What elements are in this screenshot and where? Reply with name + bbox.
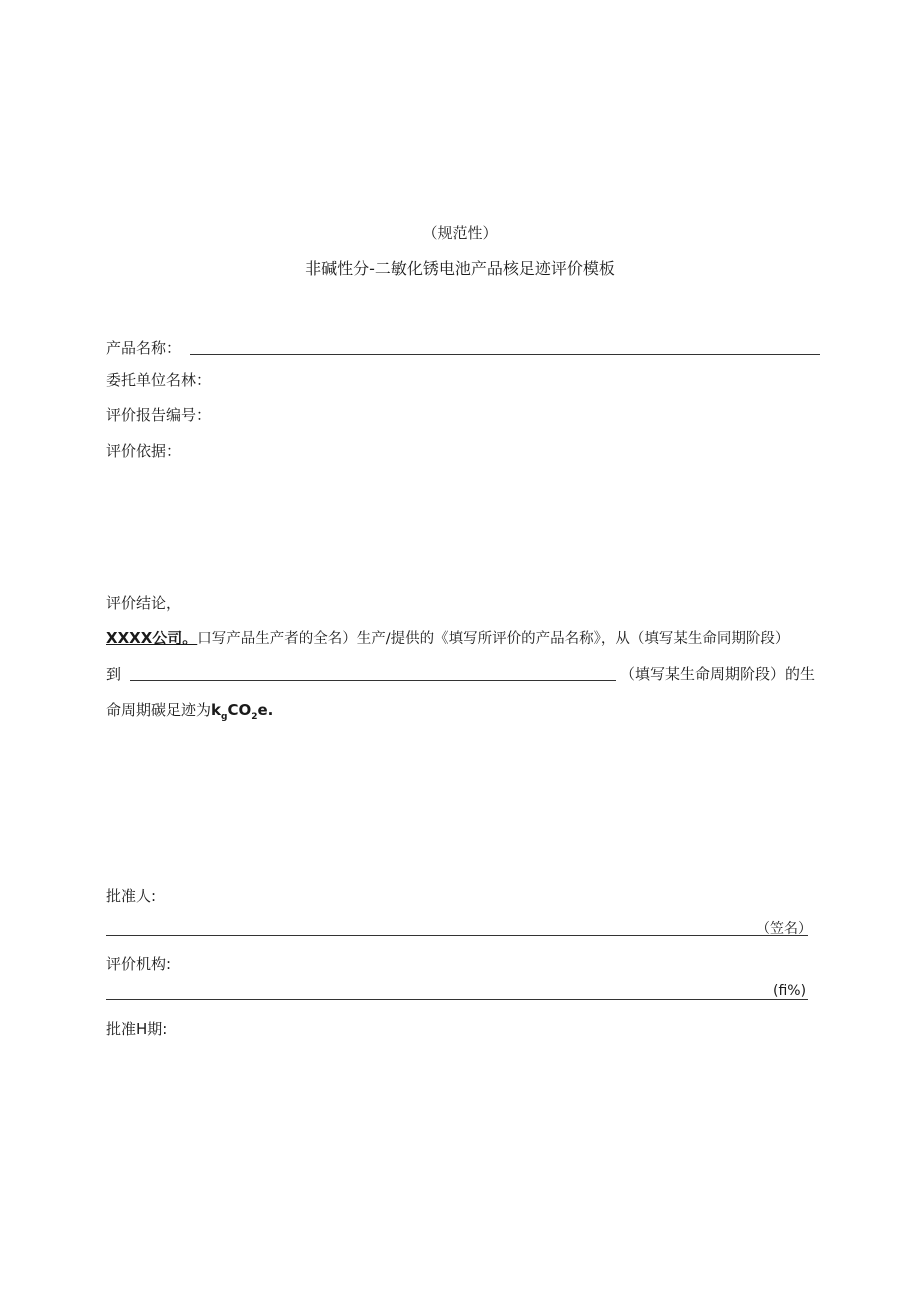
product-name-underline: [190, 354, 820, 355]
approver-signature-line: [106, 935, 808, 936]
organization-seal-line: [106, 999, 808, 1000]
evaluation-basis-label: 评价依据：: [106, 442, 182, 460]
conclusion-line-3: [106, 699, 273, 722]
client-label: 委托单位名林：: [106, 371, 212, 389]
unit-co: CO: [227, 701, 252, 719]
signature-note: （笠名）: [756, 921, 812, 937]
unit-g: g: [221, 712, 228, 722]
document-title: 非碱性分-二敏化锈电池产品核足迹评价模板: [305, 259, 615, 278]
approver-label: 批准人:: [106, 887, 157, 905]
unit-e: e.: [257, 701, 274, 719]
product-name-label: 产品名称：: [106, 339, 182, 357]
unit-k: k: [211, 701, 221, 719]
conclusion-line-3-text: 命周期碳足迹为: [106, 701, 212, 719]
conclusion-line-1-text: 口写产品生产者的全名）生产/提供的《填写所评价的产品名称》，从（填写某生命同期阶段）: [197, 631, 790, 647]
report-number-label: 评价报告编号：: [106, 406, 212, 424]
unit-subscript-2: 2: [251, 712, 258, 722]
company-placeholder: XXXX公司。: [106, 629, 198, 647]
conclusion-line-2-end: （填写某生命周期阶段）的生: [620, 665, 816, 683]
seal-note: (fi%): [773, 983, 807, 999]
conclusion-label: 评价结论，: [106, 594, 182, 612]
organization-label: 评价机构:: [106, 955, 172, 973]
document-subtitle: （规范性）: [422, 224, 498, 242]
conclusion-line-1: [106, 627, 789, 648]
approval-date-label: 批准H期:: [106, 1020, 168, 1038]
conclusion-line-2-start: 到: [106, 665, 122, 683]
lifecycle-stage-underline: [130, 680, 616, 681]
